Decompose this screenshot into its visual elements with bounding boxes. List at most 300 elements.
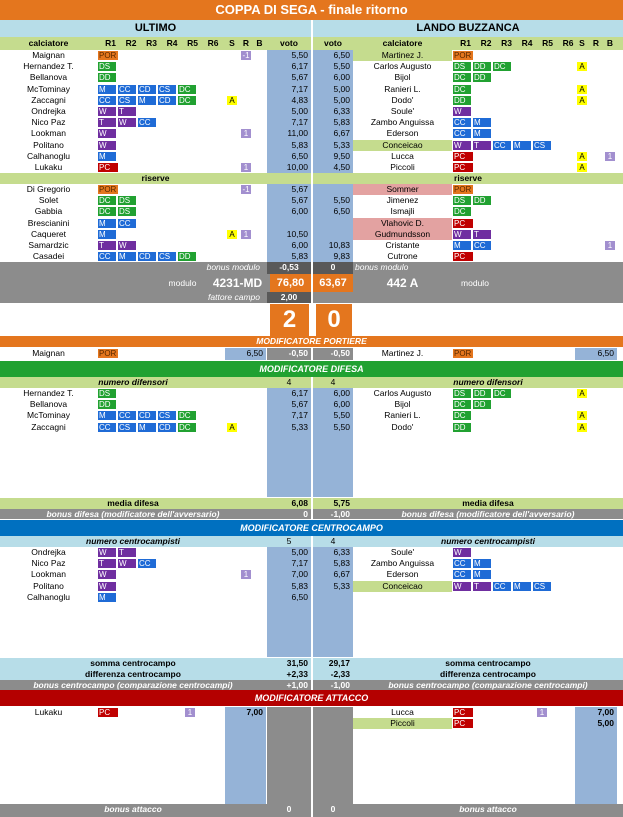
filler xyxy=(267,718,311,729)
somma-centrocampo-label: somma centrocampo xyxy=(90,658,176,668)
substitution-marker: A xyxy=(577,96,587,105)
role-badge: T xyxy=(473,582,491,591)
differenza-centrocampo-label: differenza centrocampo xyxy=(85,669,181,679)
player-name: Di Gregorio xyxy=(26,184,71,194)
role-badge: CD xyxy=(158,96,176,105)
attack-filler xyxy=(0,729,623,804)
role-badge: DD xyxy=(473,73,491,82)
total-away: 63,67 xyxy=(313,274,353,292)
bonus-centrocampo-away: -1,00 xyxy=(330,680,350,690)
player-vote: 7,17 xyxy=(267,410,311,421)
player-vote: 5,33 xyxy=(313,581,353,592)
role-badge: DS xyxy=(98,389,116,398)
penalty-marker: 1 xyxy=(241,163,251,172)
role-badge: DC xyxy=(453,411,471,420)
starter-row xyxy=(0,95,623,106)
player-vote: 6,17 xyxy=(267,388,311,399)
player-vote: 6,00 xyxy=(313,72,353,83)
player-name: Zambo Anguissa xyxy=(370,558,435,569)
player-name: Bijol xyxy=(394,399,411,410)
player-vote: 6,00 xyxy=(313,388,353,399)
substitution-marker: A xyxy=(577,423,587,432)
player-vote xyxy=(267,218,311,229)
midfielders-count-away: 4 xyxy=(330,536,336,546)
player-name: Lukaku xyxy=(34,707,63,717)
player-name: Politano xyxy=(33,580,64,591)
role-badge: CC xyxy=(118,411,136,420)
differenza-centrocampo-label-away: differenza centrocampo xyxy=(440,669,536,679)
player-vote: 10,83 xyxy=(313,240,353,251)
role-badge: W xyxy=(453,107,471,116)
player-vote: 5,83 xyxy=(313,117,353,128)
substitution-marker: A xyxy=(227,423,237,432)
defender-row xyxy=(0,399,623,410)
attacker-row xyxy=(0,707,623,718)
col-role: R2 xyxy=(125,38,137,48)
bonus-centrocampo-home: +1,00 xyxy=(286,680,308,690)
defender-row xyxy=(0,422,623,433)
starter-row xyxy=(0,117,623,128)
role-badge: DC xyxy=(493,389,511,398)
somma-centrocampo xyxy=(0,658,623,669)
player-vote xyxy=(313,218,353,229)
midfielder-row xyxy=(0,569,623,580)
role-badge: M xyxy=(138,423,156,432)
player-name: Lookman xyxy=(31,128,66,139)
player-name: Hernandez T. xyxy=(23,388,74,398)
role-badge: DD xyxy=(453,96,471,105)
role-badge: M xyxy=(513,582,531,591)
reserve-row xyxy=(0,229,623,240)
player-name: Zaccagni xyxy=(31,94,66,105)
player-name: Hernandez T. xyxy=(23,61,74,72)
player-name: Martinez J. xyxy=(353,50,452,61)
bonus-attacco-label-away: bonus attacco xyxy=(459,804,517,814)
role-badge: DD xyxy=(473,389,491,398)
player-name: Ranieri L. xyxy=(384,83,421,94)
player-name: Ranieri L. xyxy=(384,410,421,421)
role-badge: PC xyxy=(453,163,473,172)
penalty-marker: 1 xyxy=(241,230,251,239)
bonus-difesa-away: -1,00 xyxy=(330,509,350,519)
role-badge: T xyxy=(118,107,136,116)
bonus-attacco-away: 0 xyxy=(330,804,336,814)
col-player-away: calciatore xyxy=(382,38,423,48)
player-vote: 5,33 xyxy=(267,422,311,433)
role-badge: W xyxy=(98,548,116,557)
midfielder-row xyxy=(0,558,623,569)
modulo-away: 442 A xyxy=(386,276,419,290)
role-badge: DC xyxy=(178,411,196,420)
col-vote-home: voto xyxy=(280,38,298,48)
filler xyxy=(267,603,311,657)
col-vote-away: voto xyxy=(324,38,342,48)
player-vote: 7,17 xyxy=(267,84,311,95)
role-badge: DS xyxy=(98,62,116,71)
attacker-vote-away: 7,00 xyxy=(575,707,617,718)
reserves-label-home: riserve xyxy=(141,173,170,183)
role-badge: W xyxy=(453,582,471,591)
player-vote: 5,83 xyxy=(313,558,353,569)
player-vote: 7,17 xyxy=(267,558,311,569)
player-name: Gabbia xyxy=(34,206,63,217)
player-name: Lookman xyxy=(31,569,66,580)
player-vote: 5,67 xyxy=(267,72,311,83)
col-player: calciatore xyxy=(28,38,69,48)
bonus-marker: 1 xyxy=(605,241,615,250)
role-badge: DS xyxy=(118,196,136,205)
player-vote: 6,50 xyxy=(313,50,353,61)
role-badge: W xyxy=(98,107,116,116)
role-badge: DD xyxy=(98,400,116,409)
player-name: Conceicao xyxy=(353,581,452,592)
player-vote: 6,00 xyxy=(313,399,353,410)
defenders-count-away: 4 xyxy=(330,377,336,387)
role-badge: DC xyxy=(453,73,471,82)
bonus-attacco-row xyxy=(0,804,623,817)
penalty-marker: 1 xyxy=(241,129,251,138)
role-badge: M xyxy=(513,141,531,150)
role-badge: T xyxy=(473,230,491,239)
reserves-label-away: riserve xyxy=(454,173,482,183)
player-name: Cristante xyxy=(385,240,420,250)
role-badge: PC xyxy=(453,152,473,161)
player-vote: 6,00 xyxy=(267,240,311,251)
away-team-name: LANDO BUZZANCA xyxy=(416,22,520,34)
player-name: Dodo' xyxy=(391,94,414,105)
role-badge: DC xyxy=(178,423,196,432)
col-role: R5 xyxy=(187,38,198,48)
role-badge: T xyxy=(98,118,116,127)
col-role: R5 xyxy=(542,38,553,48)
player-vote: 5,83 xyxy=(267,581,311,592)
player-vote: 11,00 xyxy=(267,128,311,139)
player-name: Nico Paz xyxy=(31,558,66,569)
role-badge: DC xyxy=(178,85,196,94)
role-badge: M xyxy=(453,241,471,250)
substitution-marker: A xyxy=(227,96,237,105)
modificatore-attacco-bar xyxy=(0,690,623,706)
player-vote xyxy=(313,592,353,603)
filler xyxy=(225,729,266,804)
col-role: R1 xyxy=(105,38,116,48)
role-badge: PC xyxy=(453,219,473,228)
reserve-row xyxy=(0,206,623,217)
substitution-marker: A xyxy=(577,389,587,398)
filler xyxy=(313,707,353,718)
fattore-value: 2,00 xyxy=(267,292,311,303)
player-vote: 5,33 xyxy=(313,140,353,151)
player-vote: 5,67 xyxy=(267,399,311,410)
role-badge: DS xyxy=(453,389,471,398)
reserve-row xyxy=(0,195,623,206)
filler xyxy=(225,718,266,729)
role-badge: CD xyxy=(138,252,156,261)
player-name: Ismajli xyxy=(390,206,415,217)
player-name: Politano xyxy=(33,139,64,150)
role-badge: W xyxy=(98,582,116,591)
player-vote: 5,50 xyxy=(313,422,353,433)
role-badge: DC xyxy=(453,400,471,409)
role-badge: DC xyxy=(493,62,511,71)
bonus-difesa-home: 0 xyxy=(303,509,308,519)
role-badge: W xyxy=(453,548,471,557)
role-badge: DC xyxy=(453,85,471,94)
substitution-marker: A xyxy=(577,411,587,420)
player-name: McTominay xyxy=(27,410,70,421)
bonus-centrocampo-label: bonus centrocampo (comparazione centrocampi) xyxy=(33,680,233,690)
role-badge: M xyxy=(473,129,491,138)
role-badge: M xyxy=(98,152,116,161)
role-badge: T xyxy=(98,241,116,250)
defender-row xyxy=(0,388,623,399)
reserve-row xyxy=(0,184,623,195)
fattore-row xyxy=(0,292,623,303)
modificatore-portiere-bar-text: MODIFICATORE PORTIERE xyxy=(256,336,367,346)
col-r: R xyxy=(242,38,250,48)
role-badge: T xyxy=(118,548,136,557)
attacker-vote: 7,00 xyxy=(225,707,266,718)
role-badge: CS xyxy=(118,96,136,105)
player-name: Bellanova xyxy=(29,72,68,83)
player-vote: 5,50 xyxy=(313,195,353,206)
player-name: Conceicao xyxy=(353,140,452,151)
role-badge: POR xyxy=(454,51,472,60)
role-badge: CC xyxy=(98,252,116,261)
defense-filler xyxy=(0,433,623,497)
bonus-modulo-row xyxy=(0,262,623,274)
role-badge: DC xyxy=(453,207,471,216)
somma-centrocampo-home: 31,50 xyxy=(286,658,308,668)
bonus-modulo-away: 0 xyxy=(313,262,353,274)
player-vote: 5,83 xyxy=(267,140,311,151)
role-badge: W xyxy=(118,241,136,250)
player-name: Piccoli xyxy=(390,162,415,172)
role-badge: M xyxy=(98,219,116,228)
reserve-row xyxy=(0,240,623,251)
role-badge: CS xyxy=(158,411,176,420)
reserve-row xyxy=(0,251,623,262)
role-badge: CC xyxy=(118,85,136,94)
role-badge: PC xyxy=(453,708,473,717)
midfielders-count-label: numero centrocampisti xyxy=(86,536,180,546)
role-badge: CS xyxy=(158,252,176,261)
role-badge: DD xyxy=(473,196,491,205)
filler xyxy=(313,433,353,497)
attacker-row xyxy=(0,718,623,729)
col-b: B xyxy=(606,38,614,48)
team-header xyxy=(0,20,623,37)
col-r: R xyxy=(592,38,600,48)
modificatore-attacco-bar-text: MODIFICATORE ATTACCO xyxy=(254,693,369,703)
player-vote: 6,67 xyxy=(313,128,353,139)
role-badge: DS xyxy=(118,207,136,216)
role-badge: DS xyxy=(453,196,471,205)
defenders-count-label: numero difensori xyxy=(98,377,168,387)
player-vote: 4,83 xyxy=(267,95,311,106)
bonus-centrocampo xyxy=(0,680,623,690)
filler xyxy=(267,433,311,497)
player-name: Ederson xyxy=(386,569,419,580)
bonus-attacco-label: bonus attacco xyxy=(104,804,162,814)
role-badge: T xyxy=(473,141,491,150)
player-name: Calhanoglu xyxy=(26,150,70,161)
penalty-marker: -1 xyxy=(242,51,250,60)
player-vote: 5,00 xyxy=(313,95,353,106)
starter-row xyxy=(0,72,623,83)
bonus-centrocampo-label-away: bonus centrocampo (comparazione centrocampi) xyxy=(388,680,588,690)
role-badge: DC xyxy=(98,207,116,216)
player-vote: 6,50 xyxy=(267,151,311,162)
filler xyxy=(313,603,353,657)
player-vote: 5,67 xyxy=(267,184,311,195)
player-vote: 6,17 xyxy=(267,61,311,72)
column-header xyxy=(0,37,623,50)
role-badge: DD xyxy=(473,400,491,409)
player-name: Piccoli xyxy=(353,718,452,729)
role-badge: CC xyxy=(453,570,471,579)
player-name: Soule' xyxy=(390,106,415,116)
player-name: Brescianini xyxy=(27,217,70,228)
modificatore-centrocampo-bar xyxy=(0,520,623,536)
player-vote: 6,50 xyxy=(267,592,311,603)
goalkeeper-name: Maignan xyxy=(32,348,65,358)
midfielders-count xyxy=(0,536,623,547)
role-badge: T xyxy=(98,559,116,568)
player-vote: 4,50 xyxy=(313,162,353,173)
bonus-attacco-home: 0 xyxy=(286,804,292,814)
player-name: Lukaku xyxy=(34,162,63,172)
modificatore-difesa-bar-text: MODIFICATORE DIFESA xyxy=(259,364,364,374)
filler xyxy=(313,718,353,729)
player-name: Jimenez xyxy=(386,195,419,206)
role-badge: CC xyxy=(138,118,156,127)
starter-row xyxy=(0,128,623,139)
player-name: Cutrone xyxy=(387,251,418,262)
role-badge: PC xyxy=(453,719,473,728)
col-role: R6 xyxy=(207,38,219,48)
role-badge: DC xyxy=(98,196,116,205)
role-badge: CD xyxy=(138,85,156,94)
starter-row xyxy=(0,106,623,117)
role-badge: M xyxy=(98,411,116,420)
role-badge: CS xyxy=(533,141,551,150)
media-difesa xyxy=(0,498,623,509)
substitution-marker: A xyxy=(577,163,587,172)
col-role: R3 xyxy=(501,38,512,48)
player-name: Gudmundsson xyxy=(353,229,452,240)
modificatore-difesa-bar xyxy=(0,361,623,377)
role-badge: POR xyxy=(99,349,117,358)
defender-row xyxy=(0,410,623,421)
filler xyxy=(267,729,311,804)
role-badge: CC xyxy=(493,582,511,591)
starter-row xyxy=(0,84,623,95)
col-role: R4 xyxy=(521,38,533,48)
player-name: Bellanova xyxy=(29,399,68,410)
goalkeeper-name-away: Martinez J. xyxy=(381,348,424,358)
role-badge: DD xyxy=(453,423,471,432)
starter-row xyxy=(0,50,623,61)
defenders-count-label-away: numero difensori xyxy=(453,377,523,387)
filler xyxy=(313,729,353,804)
col-role: R4 xyxy=(166,38,178,48)
home-team-name: ULTIMO xyxy=(134,22,177,34)
col-role: R1 xyxy=(460,38,471,48)
bonus-modulo-label-away: bonus modulo xyxy=(355,262,409,272)
modificatore-portiere-bar xyxy=(0,336,623,347)
role-badge: CC xyxy=(453,129,471,138)
midfielders-count-label-away: numero centrocampisti xyxy=(441,536,535,546)
substitution-marker: A xyxy=(577,62,587,71)
starter-row xyxy=(0,151,623,162)
media-difesa-label-away: media difesa xyxy=(462,498,514,508)
differenza-centrocampo-home: +2,33 xyxy=(286,669,308,679)
fattore-label: fattore campo xyxy=(208,292,260,302)
substitution-marker: A xyxy=(577,152,587,161)
starter-row xyxy=(0,162,623,173)
media-difesa-away: 5,75 xyxy=(333,498,350,508)
role-badge: W xyxy=(98,141,116,150)
bonus-modulo-home: -0,53 xyxy=(267,262,311,274)
somma-centrocampo-away: 29,17 xyxy=(328,658,350,668)
role-badge: CS xyxy=(158,85,176,94)
role-badge: CC xyxy=(453,559,471,568)
role-badge: PC xyxy=(453,252,473,261)
media-difesa-label: media difesa xyxy=(107,498,159,508)
player-vote: 5,50 xyxy=(267,50,311,61)
penalty-marker: 1 xyxy=(185,708,195,717)
role-badge: W xyxy=(453,230,471,239)
player-vote xyxy=(313,184,353,195)
player-vote: 6,00 xyxy=(267,206,311,217)
player-name: Lucca xyxy=(391,707,414,717)
role-badge: CD xyxy=(158,423,176,432)
player-vote: 5,00 xyxy=(267,106,311,117)
portiere-row xyxy=(0,348,623,360)
role-badge: M xyxy=(98,593,116,602)
player-name: Lucca xyxy=(391,150,414,161)
role-badge: CC xyxy=(98,96,116,105)
role-badge: DS xyxy=(453,62,471,71)
role-badge: M xyxy=(473,570,491,579)
score-away: 0 xyxy=(316,304,352,336)
role-badge: M xyxy=(118,252,136,261)
col-s: S xyxy=(579,38,585,48)
role-badge: POR xyxy=(99,51,117,60)
role-badge: POR xyxy=(454,349,472,358)
player-vote: 6,33 xyxy=(313,106,353,117)
goalkeeper-vote: 6,50 xyxy=(225,348,266,360)
midfielder-row xyxy=(0,592,623,603)
role-badge: M xyxy=(138,96,156,105)
defenders-count-home: 4 xyxy=(286,377,292,387)
goalkeeper-mod-away: -0,50 xyxy=(313,348,353,360)
player-vote: 5,00 xyxy=(267,547,311,558)
player-vote: 5,67 xyxy=(267,195,311,206)
player-name: Caqueret xyxy=(31,228,66,239)
total-home: 76,80 xyxy=(270,274,311,292)
filler xyxy=(267,707,311,718)
role-badge: M xyxy=(473,118,491,127)
player-name: Bijol xyxy=(394,72,411,83)
player-name: Carlos Augusto xyxy=(373,388,432,398)
role-badge: CS xyxy=(533,582,551,591)
player-vote: 10,00 xyxy=(267,162,311,173)
col-role: R6 xyxy=(562,38,574,48)
player-vote: 6,67 xyxy=(313,569,353,580)
role-badge: CC xyxy=(138,559,156,568)
